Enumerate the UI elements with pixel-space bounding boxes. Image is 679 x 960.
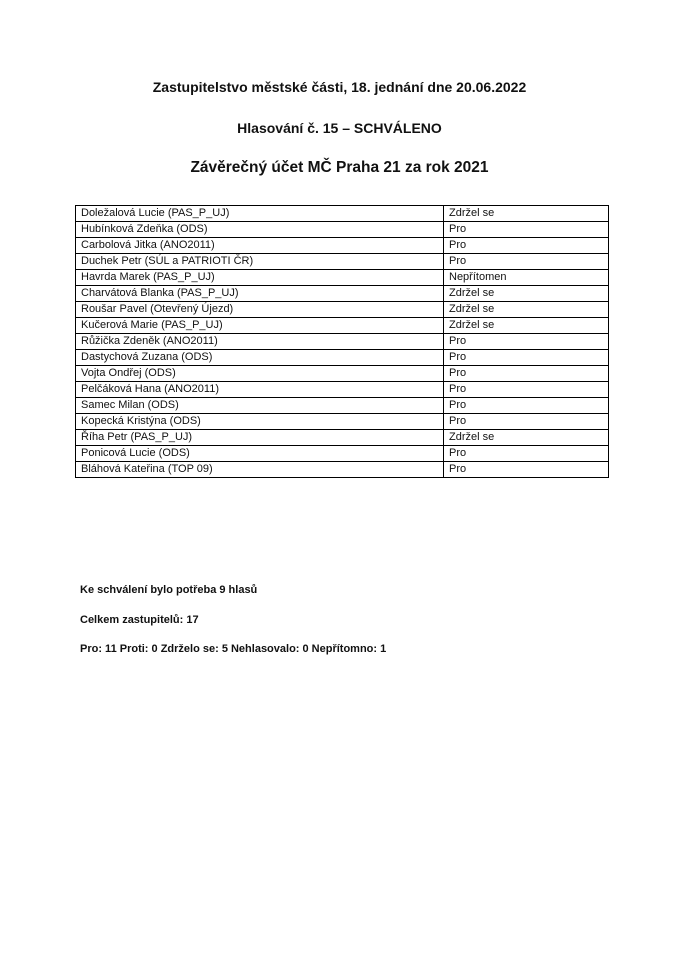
vote-value-cell: Pro — [444, 238, 609, 254]
member-name-cell: Doležalová Lucie (PAS_P_UJ) — [76, 206, 444, 222]
vote-value-cell: Pro — [444, 382, 609, 398]
vote-value-cell: Pro — [444, 350, 609, 366]
member-name-cell: Samec Milan (ODS) — [76, 398, 444, 414]
member-name-cell: Carbolová Jitka (ANO2011) — [76, 238, 444, 254]
member-name-cell: Duchek Petr (SÚL a PATRIOTI ČR) — [76, 254, 444, 270]
vote-subject-title: Závěrečný účet MČ Praha 21 za rok 2021 — [190, 159, 489, 176]
member-name-cell: Ponicová Lucie (ODS) — [76, 446, 444, 462]
vote-value-cell: Pro — [444, 462, 609, 478]
member-name-cell: Říha Petr (PAS_P_UJ) — [76, 430, 444, 446]
table-row — [76, 238, 609, 254]
table-row — [76, 430, 609, 446]
vote-number-result-title: Hlasování č. 15 – SCHVÁLENO — [237, 120, 442, 136]
member-name-cell: Kučerová Marie (PAS_P_UJ) — [76, 318, 444, 334]
table-row — [76, 206, 609, 222]
total-members-note: Celkem zastupitelů: 17 — [80, 614, 199, 626]
vote-value-cell: Zdržel se — [444, 286, 609, 302]
vote-tally-note: Pro: 11 Proti: 0 Zdrželo se: 5 Nehlasovalo: 0 Nepřítomno: 1 — [80, 643, 387, 655]
vote-value-cell: Nepřítomen — [444, 270, 609, 286]
table-row — [76, 286, 609, 302]
member-name-cell: Havrda Marek (PAS_P_UJ) — [76, 270, 444, 286]
member-name-cell: Pelčáková Hana (ANO2011) — [76, 382, 444, 398]
vote-value-cell: Pro — [444, 446, 609, 462]
vote-value-cell: Pro — [444, 398, 609, 414]
vote-value-cell: Pro — [444, 254, 609, 270]
table-row — [76, 334, 609, 350]
meeting-title: Zastupitelstvo městské části, 18. jednání dne 20.06.2022 — [152, 79, 527, 95]
member-name-cell: Charvátová Blanka (PAS_P_UJ) — [76, 286, 444, 302]
vote-value-cell: Zdržel se — [444, 430, 609, 446]
member-name-cell: Dastychová Zuzana (ODS) — [76, 350, 444, 366]
member-name-cell: Bláhová Kateřina (TOP 09) — [76, 462, 444, 478]
member-name-cell: Vojta Ondřej (ODS) — [76, 366, 444, 382]
table-row — [76, 366, 609, 382]
table-row — [76, 318, 609, 334]
member-name-cell: Růžička Zdeněk (ANO2011) — [76, 334, 444, 350]
table-row — [76, 398, 609, 414]
table-row — [76, 350, 609, 366]
vote-value-cell: Pro — [444, 222, 609, 238]
member-name-cell: Kopecká Kristýna (ODS) — [76, 414, 444, 430]
vote-value-cell: Pro — [444, 414, 609, 430]
table-row — [76, 222, 609, 238]
vote-value-cell: Pro — [444, 366, 609, 382]
member-name-cell: Hubínková Zdeňka (ODS) — [76, 222, 444, 238]
vote-value-cell: Pro — [444, 334, 609, 350]
table-row — [76, 302, 609, 318]
table-row — [76, 382, 609, 398]
member-name-cell: Roušar Pavel (Otevřený Újezd) — [76, 302, 444, 318]
vote-value-cell: Zdržel se — [444, 206, 609, 222]
table-row — [76, 462, 609, 478]
vote-value-cell: Zdržel se — [444, 318, 609, 334]
table-row — [76, 446, 609, 462]
required-votes-note: Ke schválení bylo potřeba 9 hlasů — [80, 584, 258, 596]
table-row — [76, 414, 609, 430]
vote-table — [75, 205, 609, 478]
table-row — [76, 254, 609, 270]
vote-value-cell: Zdržel se — [444, 302, 609, 318]
table-row — [76, 270, 609, 286]
